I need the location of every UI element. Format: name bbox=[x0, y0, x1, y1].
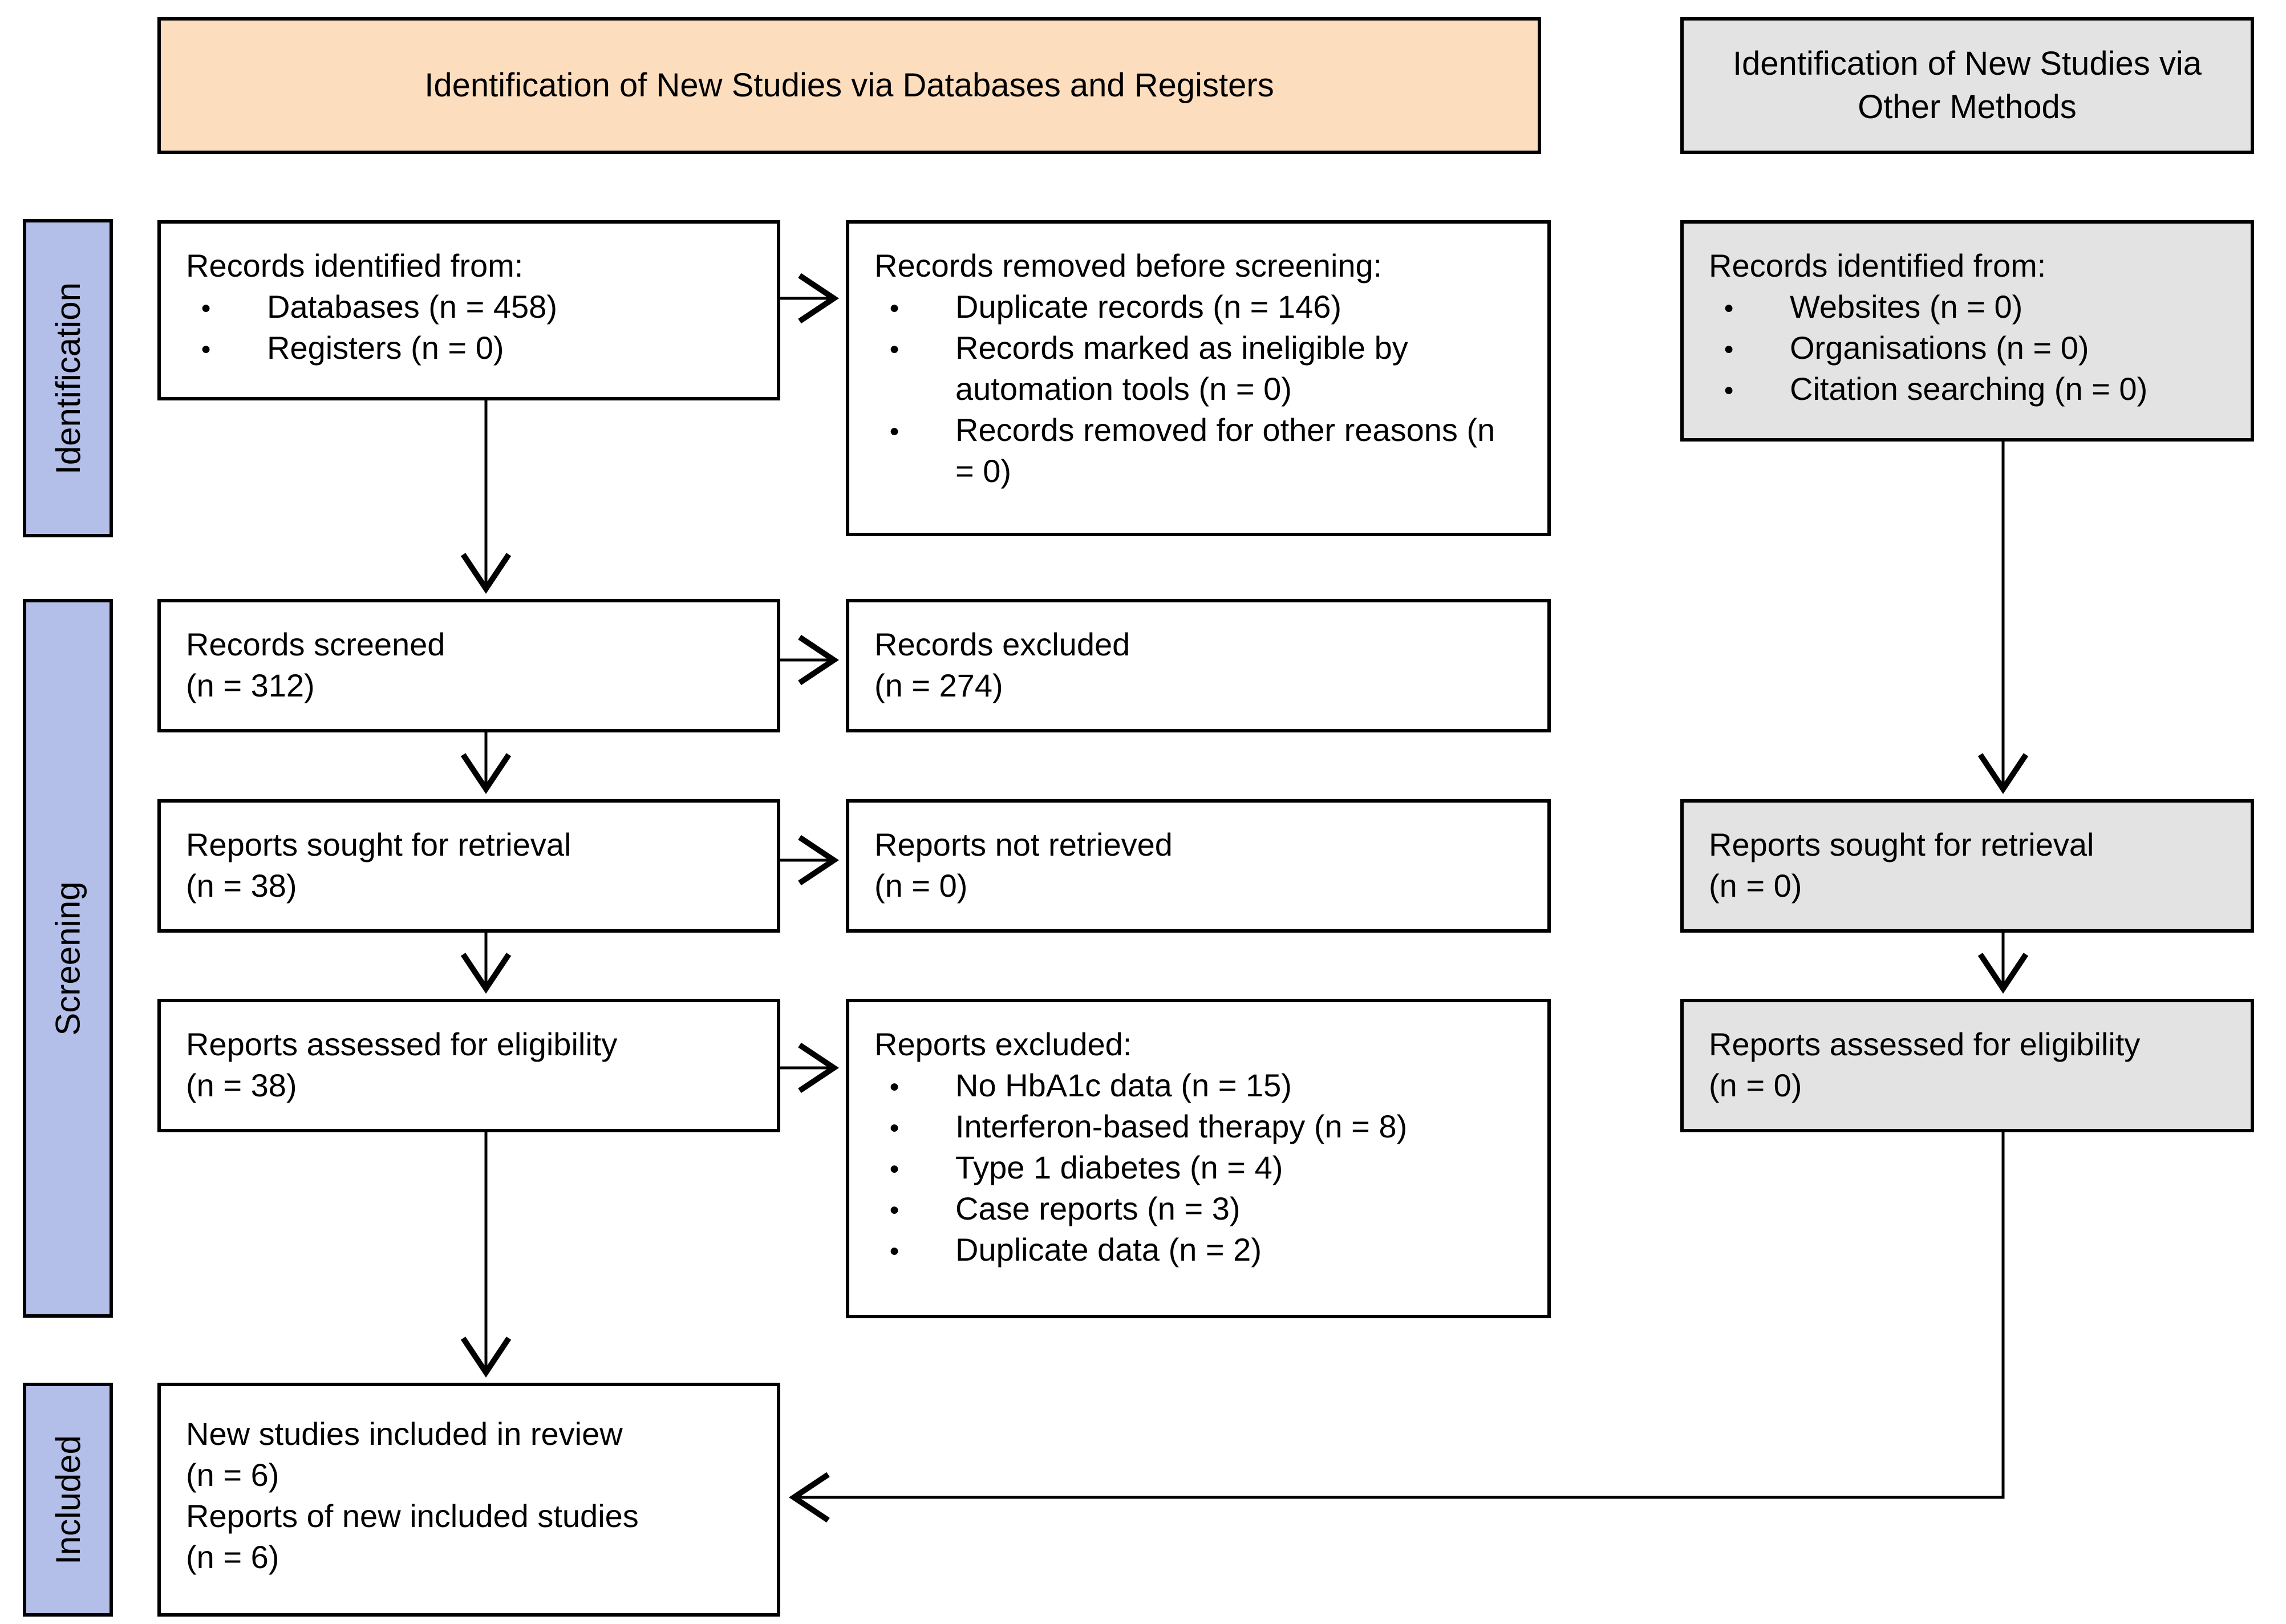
list-item: ● Duplicate records (n = 146) bbox=[874, 286, 1522, 327]
banner-databases-registers-label: Identification of New Studies via Databases and Registers bbox=[424, 67, 1274, 104]
box-included-studies-line3: Reports of new included studies bbox=[186, 1498, 639, 1534]
box-reports-excluded-list bbox=[874, 1065, 1522, 1270]
stage-screening bbox=[23, 599, 113, 1318]
list-item: ● Registers (n = 0) bbox=[186, 327, 752, 368]
box-records-excluded-line2: (n = 274) bbox=[874, 667, 1003, 703]
box-reports-assessed-line2: (n = 38) bbox=[186, 1067, 297, 1103]
box-other-reports-sought bbox=[1680, 799, 2254, 933]
list-item: ● No HbA1c data (n = 15) bbox=[874, 1065, 1522, 1106]
box-reports-not-retrieved bbox=[846, 799, 1551, 933]
list-item: ● Records removed for other reasons (n = 0) bbox=[874, 410, 1522, 492]
box-other-records-identified-title: Records identified from: bbox=[1709, 248, 2046, 284]
box-records-removed-title: Records removed before screening: bbox=[874, 248, 1383, 284]
box-included-studies bbox=[157, 1383, 780, 1617]
box-other-reports-assessed bbox=[1680, 999, 2254, 1132]
box-records-screened-line2: (n = 312) bbox=[186, 667, 315, 703]
box-records-excluded bbox=[846, 599, 1551, 732]
stage-included-label: Included bbox=[48, 1435, 87, 1565]
box-included-studies-line4: (n = 6) bbox=[186, 1539, 279, 1575]
box-reports-not-retrieved-line1: Reports not retrieved bbox=[874, 827, 1173, 862]
banner-other-methods-label: Identification of New Studies via Other Methods bbox=[1732, 45, 2202, 125]
box-records-screened bbox=[157, 599, 780, 732]
list-item: ● Organisations (n = 0) bbox=[1709, 327, 2226, 368]
box-reports-assessed bbox=[157, 999, 780, 1132]
stage-included bbox=[23, 1383, 113, 1617]
box-records-identified-list bbox=[186, 286, 752, 368]
box-records-identified-title: Records identified from: bbox=[186, 248, 524, 284]
box-other-records-identified bbox=[1680, 220, 2254, 442]
banner-other-methods bbox=[1680, 17, 2254, 154]
box-reports-sought-line1: Reports sought for retrieval bbox=[186, 827, 572, 862]
list-item: ● Case reports (n = 3) bbox=[874, 1188, 1522, 1229]
list-item: ● Type 1 diabetes (n = 4) bbox=[874, 1147, 1522, 1188]
box-other-reports-assessed-line1: Reports assessed for eligibility bbox=[1709, 1026, 2141, 1062]
box-included-studies-line2: (n = 6) bbox=[186, 1457, 279, 1493]
box-records-excluded-line1: Records excluded bbox=[874, 626, 1130, 662]
stage-screening-label: Screening bbox=[48, 881, 87, 1036]
stage-identification bbox=[23, 219, 113, 537]
box-records-removed-list bbox=[874, 286, 1522, 492]
box-other-reports-assessed-line2: (n = 0) bbox=[1709, 1067, 1802, 1103]
box-reports-assessed-line1: Reports assessed for eligibility bbox=[186, 1026, 618, 1062]
list-item: ● Records marked as ineligible by automation tools (n = 0) bbox=[874, 327, 1522, 410]
list-item: ● Websites (n = 0) bbox=[1709, 286, 2226, 327]
banner-databases-registers bbox=[157, 17, 1541, 154]
box-reports-not-retrieved-line2: (n = 0) bbox=[874, 868, 968, 904]
list-item: ● Duplicate data (n = 2) bbox=[874, 1229, 1522, 1270]
box-reports-sought-line2: (n = 38) bbox=[186, 868, 297, 904]
box-other-records-identified-list bbox=[1709, 286, 2226, 410]
box-other-reports-sought-line2: (n = 0) bbox=[1709, 868, 1802, 904]
box-reports-excluded-title: Reports excluded: bbox=[874, 1026, 1132, 1062]
box-included-studies-line1: New studies included in review bbox=[186, 1416, 623, 1452]
box-reports-sought bbox=[157, 799, 780, 933]
list-item: ● Citation searching (n = 0) bbox=[1709, 368, 2226, 410]
box-other-reports-sought-line1: Reports sought for retrieval bbox=[1709, 827, 2094, 862]
list-item: ● Databases (n = 458) bbox=[186, 286, 752, 327]
box-reports-excluded bbox=[846, 999, 1551, 1318]
box-records-screened-line1: Records screened bbox=[186, 626, 445, 662]
stage-identification-label: Identification bbox=[48, 282, 87, 475]
list-item: ● Interferon-based therapy (n = 8) bbox=[874, 1106, 1522, 1147]
box-records-identified bbox=[157, 220, 780, 400]
box-records-removed bbox=[846, 220, 1551, 536]
